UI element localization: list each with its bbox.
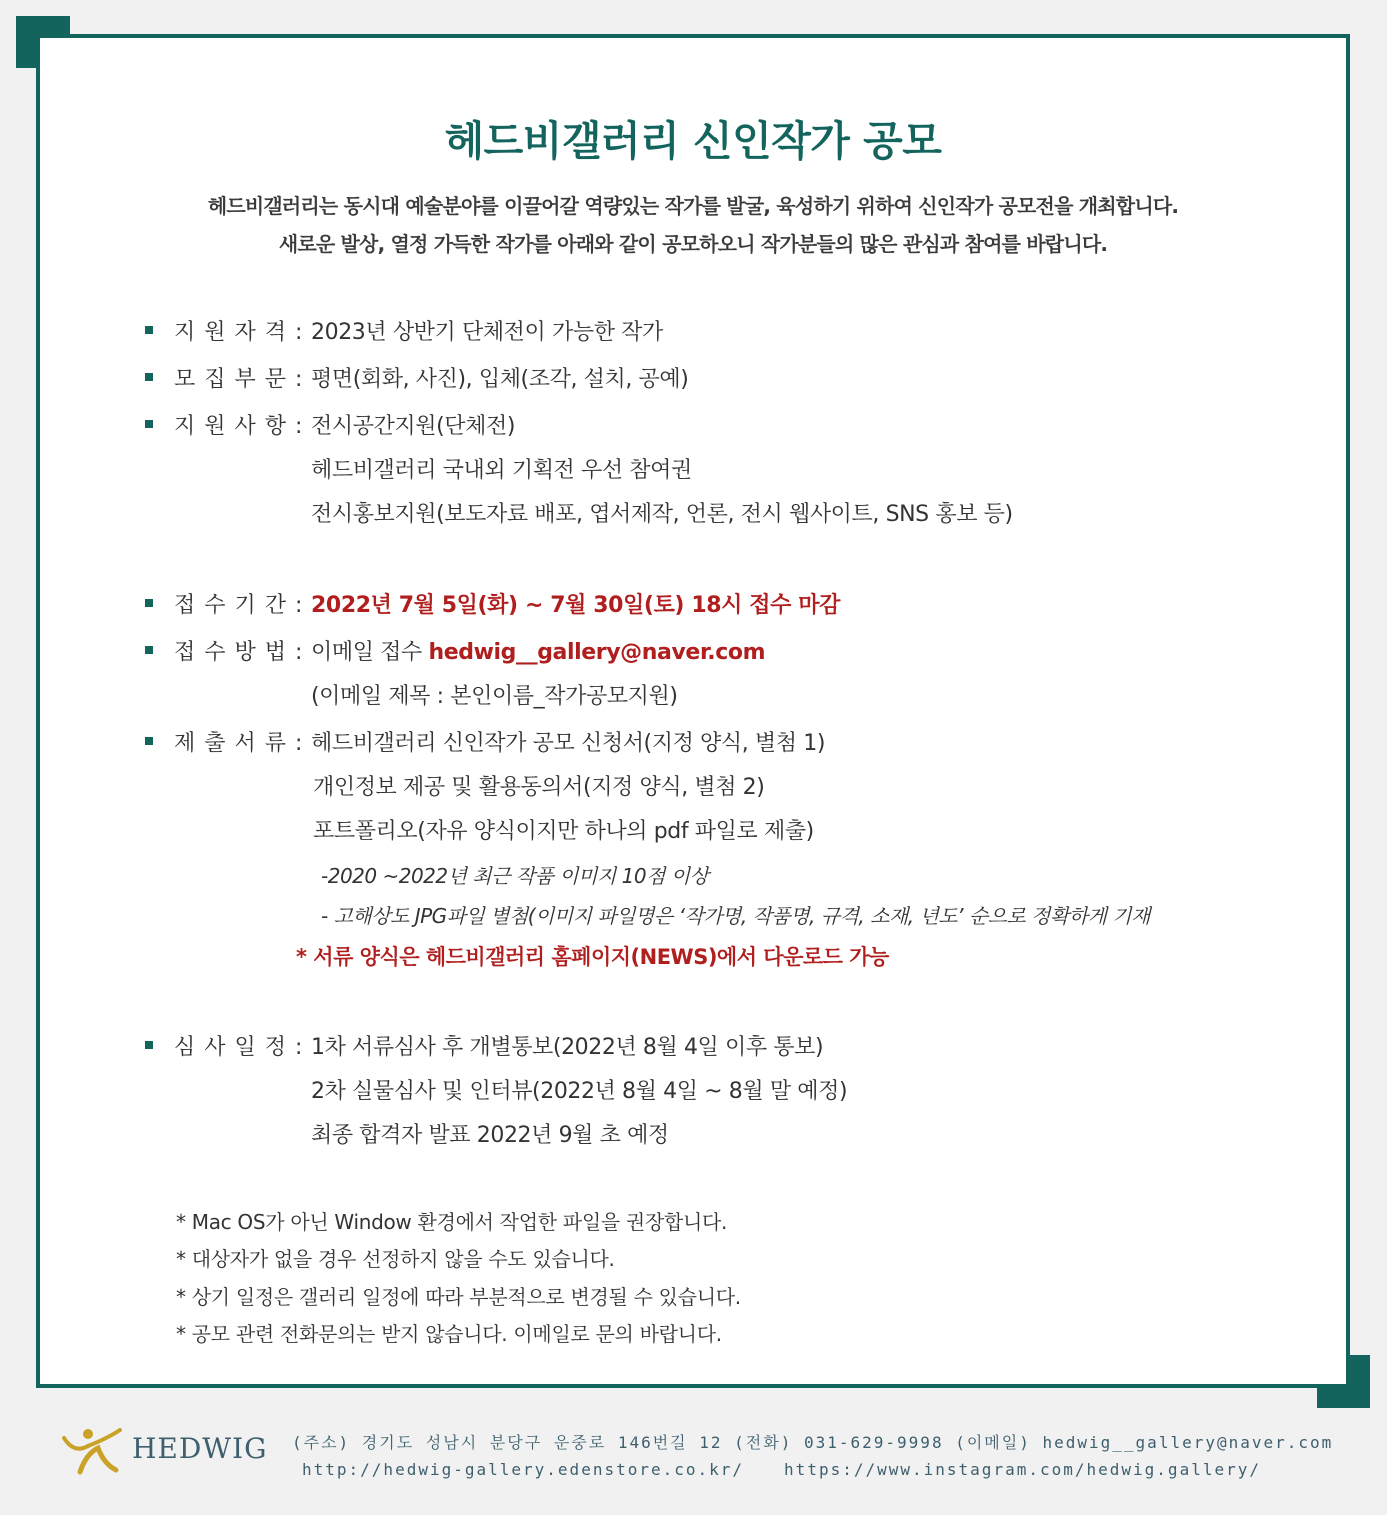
method-value [311, 635, 765, 666]
documents-line: 헤드비갤러리 신인작가 공모 신청서(지정 양식, 별첨 1) [311, 731, 826, 756]
category-value: 평면(회화, 사진), 입체(조각, 설치, 공예) [311, 367, 689, 392]
support-line: 전시홍보지원(보도자료 배포, 엽서제작, 언론, 전시 웹사이트, SNS 홍보 등) [311, 502, 1013, 527]
support-line: 헤드비갤러리 국내외 기획전 우선 참여권 [311, 458, 692, 483]
website-link[interactable]: http://hedwig-gallery.edenstore.co.kr/ [302, 1460, 745, 1479]
hedwig-logo [58, 1424, 268, 1480]
method-prefix: 이메일 접수 [311, 640, 429, 665]
note-line: * 대상자가 없을 경우 선정하지 않을 수도 있습니다. [176, 1247, 615, 1271]
download-note: * 서류 양식은 헤드비갤러리 홈페이지(NEWS)에서 다운로드 가능 [296, 945, 889, 969]
method-label: 접 수 방 법 : [174, 640, 304, 665]
bullet-icon [145, 646, 153, 654]
bullet-icon [145, 420, 153, 428]
eligibility-label: 지 원 자 격 : [174, 320, 304, 345]
footer-address: (주소) 경기도 성남시 분당구 운중로 146번길 12 [292, 1433, 723, 1452]
notice-frame [36, 34, 1350, 1388]
bullet-icon [145, 326, 153, 334]
intro-line-2: 새로운 발상, 열정 가득한 작가를 아래와 같이 공모하오니 작가분들의 많은 관심과 참여를 바랍니다. [278, 232, 1108, 256]
support-line: 전시공간지원(단체전) [311, 414, 516, 439]
footer-phone: (전화) 031-629-9998 [734, 1433, 944, 1452]
instagram-link[interactable]: https://www.instagram.com/hedwig.gallery/ [784, 1460, 1261, 1479]
intro-line-1: 헤드비갤러리는 동시대 예술분야를 이끌어갈 역량있는 작가를 발굴, 육성하기 위하여 신인작가 공모전을 개최합니다. [207, 194, 1179, 218]
documents-sub-line: - 고해상도 JPG파일 별첨(이미지 파일명은 ‘작가명, 작품명, 규격, 소재, 년도’ 순으로 정확하게 기재 [321, 904, 1150, 928]
documents-line: 개인정보 제공 및 활용동의서(지정 양식, 별첨 2) [313, 775, 765, 800]
footer-contact-line [292, 1430, 1333, 1453]
note-line: * Mac OS가 아닌 Window 환경에서 작업한 파일을 권장합니다. [176, 1210, 728, 1234]
note-line: * 공모 관련 전화문의는 받지 않습니다. 이메일로 문의 바랍니다. [176, 1322, 722, 1346]
bullet-icon [145, 373, 153, 381]
footer-email[interactable]: (이메일) hedwig__gallery@naver.com [955, 1433, 1334, 1452]
contact-email-link[interactable]: hedwig__gallery@naver.com [428, 640, 766, 665]
page-title: 헤드비갤러리 신인작가 공모 [444, 117, 942, 165]
documents-line: 포트폴리오(자유 양식이지만 하나의 pdf 파일로 제출) [313, 819, 814, 844]
logo-wordmark: HEDWIG [132, 1432, 268, 1465]
category-label: 모 집 부 문 : [174, 367, 304, 392]
schedule-label: 심 사 일 정 : [174, 1035, 304, 1060]
documents-label: 제 출 서 류 : [174, 731, 304, 756]
documents-sub-line: -2020 ~2022년 최근 작품 이미지 10점 이상 [321, 864, 709, 888]
support-label: 지 원 사 항 : [174, 414, 304, 439]
note-line: * 상기 일정은 갤러리 일정에 따라 부분적으로 변경될 수 있습니다. [176, 1285, 741, 1309]
schedule-line: 2차 실물심사 및 인터뷰(2022년 8월 4일 ~ 8월 말 예정) [311, 1079, 848, 1104]
schedule-line: 최종 합격자 발표 2022년 9월 초 예정 [311, 1123, 669, 1148]
footer-links-line [302, 1460, 1261, 1479]
logo-figure-icon [58, 1424, 138, 1480]
method-subject: (이메일 제목 : 본인이름_작가공모지원) [311, 684, 678, 709]
period-label: 접 수 기 간 : [174, 593, 304, 618]
bullet-icon [145, 1041, 153, 1049]
eligibility-value: 2023년 상반기 단체전이 가능한 작가 [311, 320, 663, 345]
bullet-icon [145, 599, 153, 607]
period-value: 2022년 7월 5일(화) ~ 7월 30일(토) 18시 접수 마감 [311, 593, 840, 618]
schedule-line: 1차 서류심사 후 개별통보(2022년 8월 4일 이후 통보) [311, 1035, 824, 1060]
bullet-icon [145, 737, 153, 745]
